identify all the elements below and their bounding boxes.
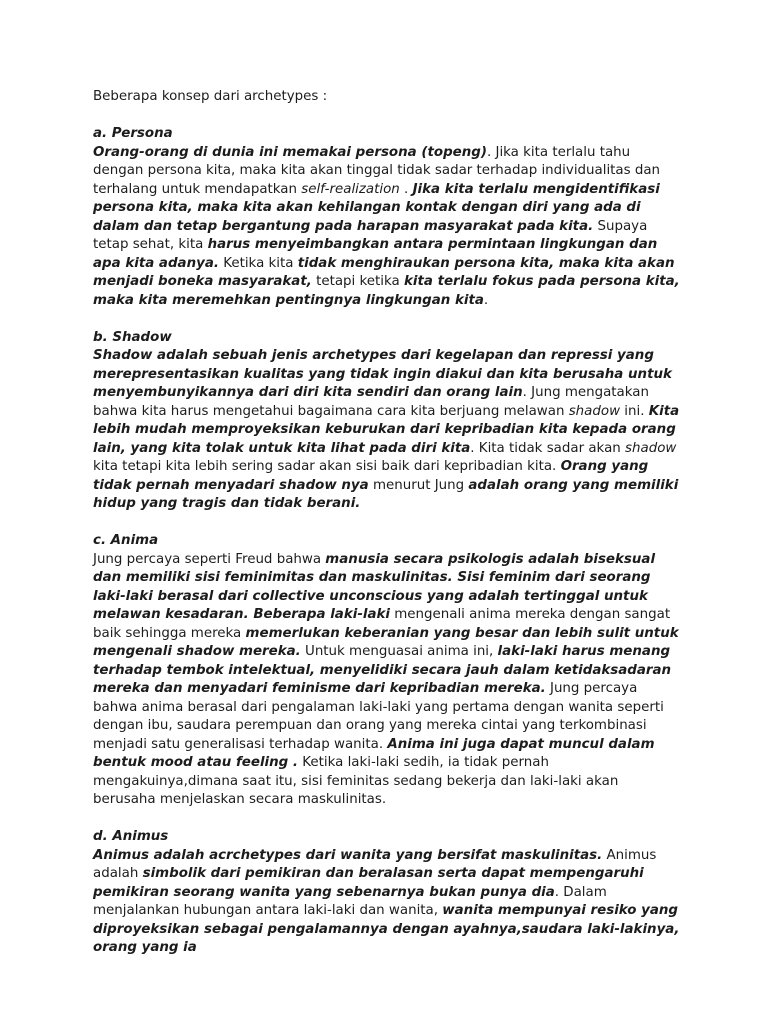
section-paragraph [93, 847, 683, 958]
emphasis-run: Shadow adalah sebuah jenis archetypes dari kegelapan dan repressi yang merepresentasikan kualitas yang tidak ingin diakui dan kita berusaha untuk menyembunyikannya dari diri kita sendiri dan orang lain [93, 348, 672, 400]
emphasis-run: manusia secara psikologis adalah biseksual dan memiliki sisi feminimitas dan maskulinitas. Sisi feminim dari seorang laki-laki berasal dari collective unconscious yang adalah tertinggal untuk melawan kesadaran. Beberapa laki-laki [93, 551, 656, 622]
sections-container [93, 125, 683, 958]
emphasis-run: harus menyeimbangkan antara permintaan lingkungan dan apa kita adanya. [93, 237, 658, 271]
emphasis-run: laki-laki harus menang terhadap tembok intelektual, menyelidiki secara jauh dalam ketidaksadaran mereka dan menyadari feminisme dari kepribadian mereka. [93, 644, 672, 696]
text-run: mengenali anima mereka dengan sangat baik sehingga mereka [93, 607, 671, 641]
emphasis-run: tidak menghiraukan persona kita, maka kita akan menjadi boneka masyarakat, [93, 255, 675, 289]
section-heading: d. Animus [93, 829, 169, 844]
document-page [93, 88, 683, 976]
emphasis-run: Kita lebih mudah memproyeksikan keburukan dari kepribadian kita kepada orang lain, yang kita tolak untuk kita lihat pada diri kita [93, 403, 680, 456]
emphasis-run: kita terlalu fokus pada persona kita, maka kita meremehkan pentingnya lingkungan kita [93, 274, 680, 308]
emphasis-run: Anima ini juga dapat muncul dalam bentuk mood atau feeling . [93, 736, 655, 770]
text-run: kita tetapi kita lebih sering sadar akan sisi baik dari kepribadian kita. [93, 459, 561, 474]
section-paragraph [93, 347, 683, 514]
emphasis-run: simbolik dari pemikiran dan beralasan serta dapat mempengaruhi pemikiran seorang wanita yang sebenarnya bukan punya dia [93, 866, 644, 900]
emphasis-run: wanita mempunyai resiko yang diproyeksikan sebagai pengalamannya dengan ayahnya,saudara laki-lakinya, orang yang ia [93, 903, 680, 955]
emphasis-run: adalah orang yang memiliki hidup yang tragis dan tidak berani. [93, 477, 679, 511]
text-run: . Jung mengatakan bahwa kita harus mengetahui bagaimana cara kita berjuang melawan [93, 385, 649, 419]
emphasis-run: Jika kita terlalu mengidentifikasi persona kita, maka kita akan kehilangan kontak dengan diri yang ada di dalam dan tetap bergantung pada harapan masyarakat pada kita. [93, 181, 660, 234]
intro-text: Beberapa konsep dari archetypes : [93, 89, 328, 104]
text-run: Animus adalah [93, 847, 657, 881]
text-run: Untuk menguasai anima ini, [300, 644, 498, 659]
text-run: ini. [620, 403, 649, 419]
text-run: Jung percaya seperti Freud bahwa [93, 551, 326, 567]
emphasis-run: Orang yang tidak pernah menyadari shadow nya [93, 459, 649, 493]
text-run: tetapi ketika [311, 274, 404, 289]
section-persona [93, 125, 683, 310]
section-heading: c. Anima [93, 533, 159, 548]
emphasis-run: Animus adalah acrchetypes dari wanita yang bersifat maskulinitas. [93, 847, 603, 863]
text-run: . [399, 181, 413, 197]
text-run: . [483, 292, 489, 308]
section-animus [93, 828, 683, 958]
text-run: menurut Jung [368, 477, 469, 493]
section-heading: b. Shadow [93, 329, 172, 345]
text-run: . Kita tidak sadar akan [470, 440, 626, 456]
italic-run: self-realization [301, 181, 400, 197]
section-heading: a. Persona [93, 126, 173, 141]
section-anima [93, 532, 683, 810]
emphasis-run: Orang-orang di dunia ini memakai persona (topeng) [93, 144, 487, 160]
italic-run: shadow [625, 440, 677, 456]
text-run: Supaya tetap sehat, kita [93, 218, 648, 252]
section-shadow [93, 329, 683, 514]
section-paragraph [93, 144, 683, 311]
text-run: Ketika laki-laki sedih, ia tidak pernah mengakuinya,dimana saat itu, sisi feminitas sedang bekerja dan laki-laki akan berusaha menjelaskan secara maskulinitas. [93, 755, 619, 807]
text-run: Jung percaya bahwa anima berasal dari pengalaman laki-laki yang pertama dengan wanita seperti dengan ibu, saudara perempuan dan orang yang mereka cintai yang terkombinasi menjadi satu generalisasi terhadap wanita. [93, 681, 664, 752]
section-paragraph [93, 551, 683, 810]
text-run: . Jika kita terlalu tahu dengan persona kita, maka kita akan tinggal tidak sadar terhadap individualitas dan terhalang untuk mendapatkan [93, 144, 661, 197]
text-run: Ketika kita [218, 255, 298, 271]
italic-run: shadow [568, 403, 621, 419]
emphasis-run: memerlukan keberanian yang besar dan lebih sulit untuk mengenali shadow mereka. [93, 625, 679, 659]
text-run: . Dalam menjalankan hubungan antara laki-laki dan wanita, [93, 884, 607, 918]
